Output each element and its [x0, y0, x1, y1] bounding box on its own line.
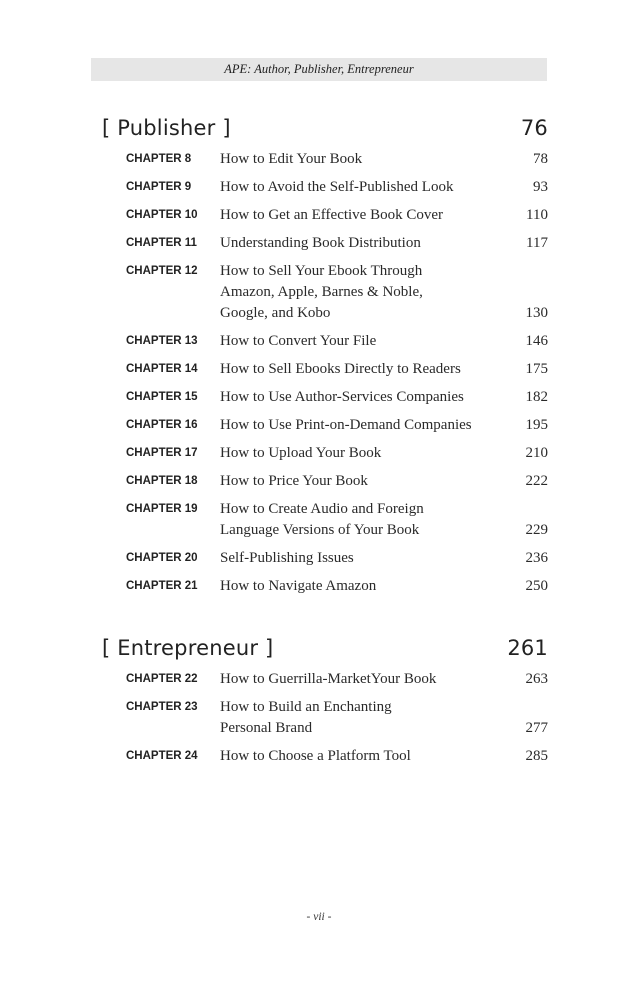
- chapter-title: [220, 669, 506, 690]
- chapter-title-line: How to Edit Your Book: [220, 151, 363, 167]
- toc-entry[interactable]: [102, 233, 548, 254]
- chapter-page-number: 93: [533, 179, 548, 195]
- chapter-page-number: 210: [525, 445, 548, 461]
- chapter-list: [102, 149, 548, 597]
- chapter-label: CHAPTER 21: [126, 580, 198, 592]
- running-header: [91, 58, 547, 81]
- chapter-title-line: How to Convert Your File: [220, 333, 377, 349]
- chapter-page-number: 146: [525, 333, 548, 349]
- chapter-label: CHAPTER 12: [126, 265, 198, 277]
- chapter-label: CHAPTER 23: [126, 701, 198, 713]
- chapter-title-line: How to Avoid the Self-Published Look: [220, 179, 454, 195]
- toc-entry[interactable]: [102, 205, 548, 226]
- chapter-title: [220, 177, 506, 198]
- toc-entry[interactable]: [102, 443, 548, 464]
- chapter-page-number: 236: [525, 550, 548, 566]
- chapter-title: [220, 359, 506, 380]
- chapter-page-number: 130: [525, 305, 548, 321]
- chapter-page-number: 78: [533, 151, 548, 167]
- chapter-label: CHAPTER 14: [126, 363, 198, 375]
- chapter-page-number: 182: [525, 389, 548, 405]
- chapter-label: CHAPTER 8: [126, 153, 192, 165]
- chapter-page-number: 250: [525, 578, 548, 594]
- toc-entry[interactable]: [102, 746, 548, 767]
- chapter-title-line: How to Guerrilla-MarketYour Book: [220, 671, 437, 687]
- chapter-title: [220, 415, 506, 436]
- chapter-title: [220, 697, 506, 739]
- chapter-title-line: How to Get an Effective Book Cover: [220, 207, 444, 223]
- chapter-title: [220, 746, 506, 767]
- toc-entry[interactable]: [102, 261, 548, 324]
- chapter-title-line: How to Choose a Platform Tool: [220, 748, 411, 764]
- chapter-label: CHAPTER 19: [126, 503, 198, 515]
- toc-entry[interactable]: [102, 499, 548, 541]
- section-heading: [ Publisher ]: [102, 116, 231, 140]
- chapter-title: [220, 205, 506, 226]
- chapter-title-line: How to Price Your Book: [220, 473, 368, 489]
- chapter-label: CHAPTER 17: [126, 447, 198, 459]
- chapter-title-line: How to Build an Enchanting: [220, 699, 392, 715]
- chapter-page-number: 195: [525, 417, 548, 433]
- chapter-label: CHAPTER 20: [126, 552, 198, 564]
- chapter-label: CHAPTER 15: [126, 391, 198, 403]
- chapter-label: CHAPTER 13: [126, 335, 198, 347]
- chapter-title: [220, 471, 506, 492]
- toc-entry[interactable]: [102, 331, 548, 352]
- chapter-label: CHAPTER 11: [126, 237, 197, 249]
- chapter-title: [220, 576, 506, 597]
- toc-entry[interactable]: [102, 387, 548, 408]
- toc-entry[interactable]: [102, 576, 548, 597]
- toc-entry[interactable]: [102, 149, 548, 170]
- toc-entry[interactable]: [102, 669, 548, 690]
- chapter-page-number: 117: [526, 235, 548, 251]
- chapter-page-number: 222: [525, 473, 548, 489]
- chapter-title-line: Language Versions of Your Book: [220, 522, 420, 538]
- chapter-title-line: How to Sell Ebooks Directly to Readers: [220, 361, 461, 377]
- toc-entry[interactable]: [102, 415, 548, 436]
- chapter-title: [220, 387, 506, 408]
- chapter-page-number: 285: [525, 748, 548, 764]
- section-heading: [ Entrepreneur ]: [102, 636, 274, 660]
- toc-entry[interactable]: [102, 697, 548, 739]
- chapter-page-number: 229: [525, 522, 548, 538]
- chapter-label: CHAPTER 18: [126, 475, 198, 487]
- chapter-title: [220, 149, 506, 170]
- toc-entry[interactable]: [102, 471, 548, 492]
- chapter-page-number: 277: [525, 720, 548, 736]
- chapter-label: CHAPTER 10: [126, 209, 198, 221]
- chapter-title: [220, 233, 506, 254]
- chapter-label: CHAPTER 9: [126, 181, 192, 193]
- chapter-label: CHAPTER 22: [126, 673, 198, 685]
- chapter-title-line: Google, and Kobo: [220, 305, 331, 321]
- chapter-title-line: How to Create Audio and Foreign: [220, 501, 424, 517]
- page-number: - vii -: [306, 911, 332, 923]
- chapter-page-number: 263: [525, 671, 548, 687]
- chapter-title: [220, 548, 506, 569]
- chapter-title-line: How to Use Author-Services Companies: [220, 389, 464, 405]
- section-entrepreneur: [102, 636, 548, 774]
- chapter-title: [220, 261, 506, 324]
- chapter-title: [220, 443, 506, 464]
- section-heading-row: [102, 116, 548, 140]
- running-title: APE: Author, Publisher, Entrepreneur: [224, 62, 414, 76]
- chapter-title-line: How to Sell Your Ebook Through: [220, 263, 423, 279]
- chapter-title-line: How to Upload Your Book: [220, 445, 382, 461]
- section-page-number: 261: [507, 636, 548, 660]
- chapter-title-line: Understanding Book Distribution: [220, 235, 421, 251]
- chapter-title-line: Personal Brand: [220, 720, 313, 736]
- chapter-label: CHAPTER 16: [126, 419, 198, 431]
- chapter-list: [102, 669, 548, 767]
- chapter-title: [220, 331, 506, 352]
- section-publisher: [102, 116, 548, 604]
- section-heading-row: [102, 636, 548, 660]
- section-page-number: 76: [520, 116, 548, 140]
- chapter-title-line: Amazon, Apple, Barnes & Noble,: [220, 284, 423, 300]
- chapter-label: CHAPTER 24: [126, 750, 198, 762]
- toc-entry[interactable]: [102, 359, 548, 380]
- toc-entry[interactable]: [102, 177, 548, 198]
- chapter-title-line: How to Navigate Amazon: [220, 578, 377, 594]
- toc-entry[interactable]: [102, 548, 548, 569]
- chapter-title: [220, 499, 506, 541]
- chapter-page-number: 175: [525, 361, 548, 377]
- chapter-title-line: How to Use Print-on-Demand Companies: [220, 417, 472, 433]
- chapter-title-line: Self-Publishing Issues: [220, 550, 354, 566]
- chapter-page-number: 110: [526, 207, 548, 223]
